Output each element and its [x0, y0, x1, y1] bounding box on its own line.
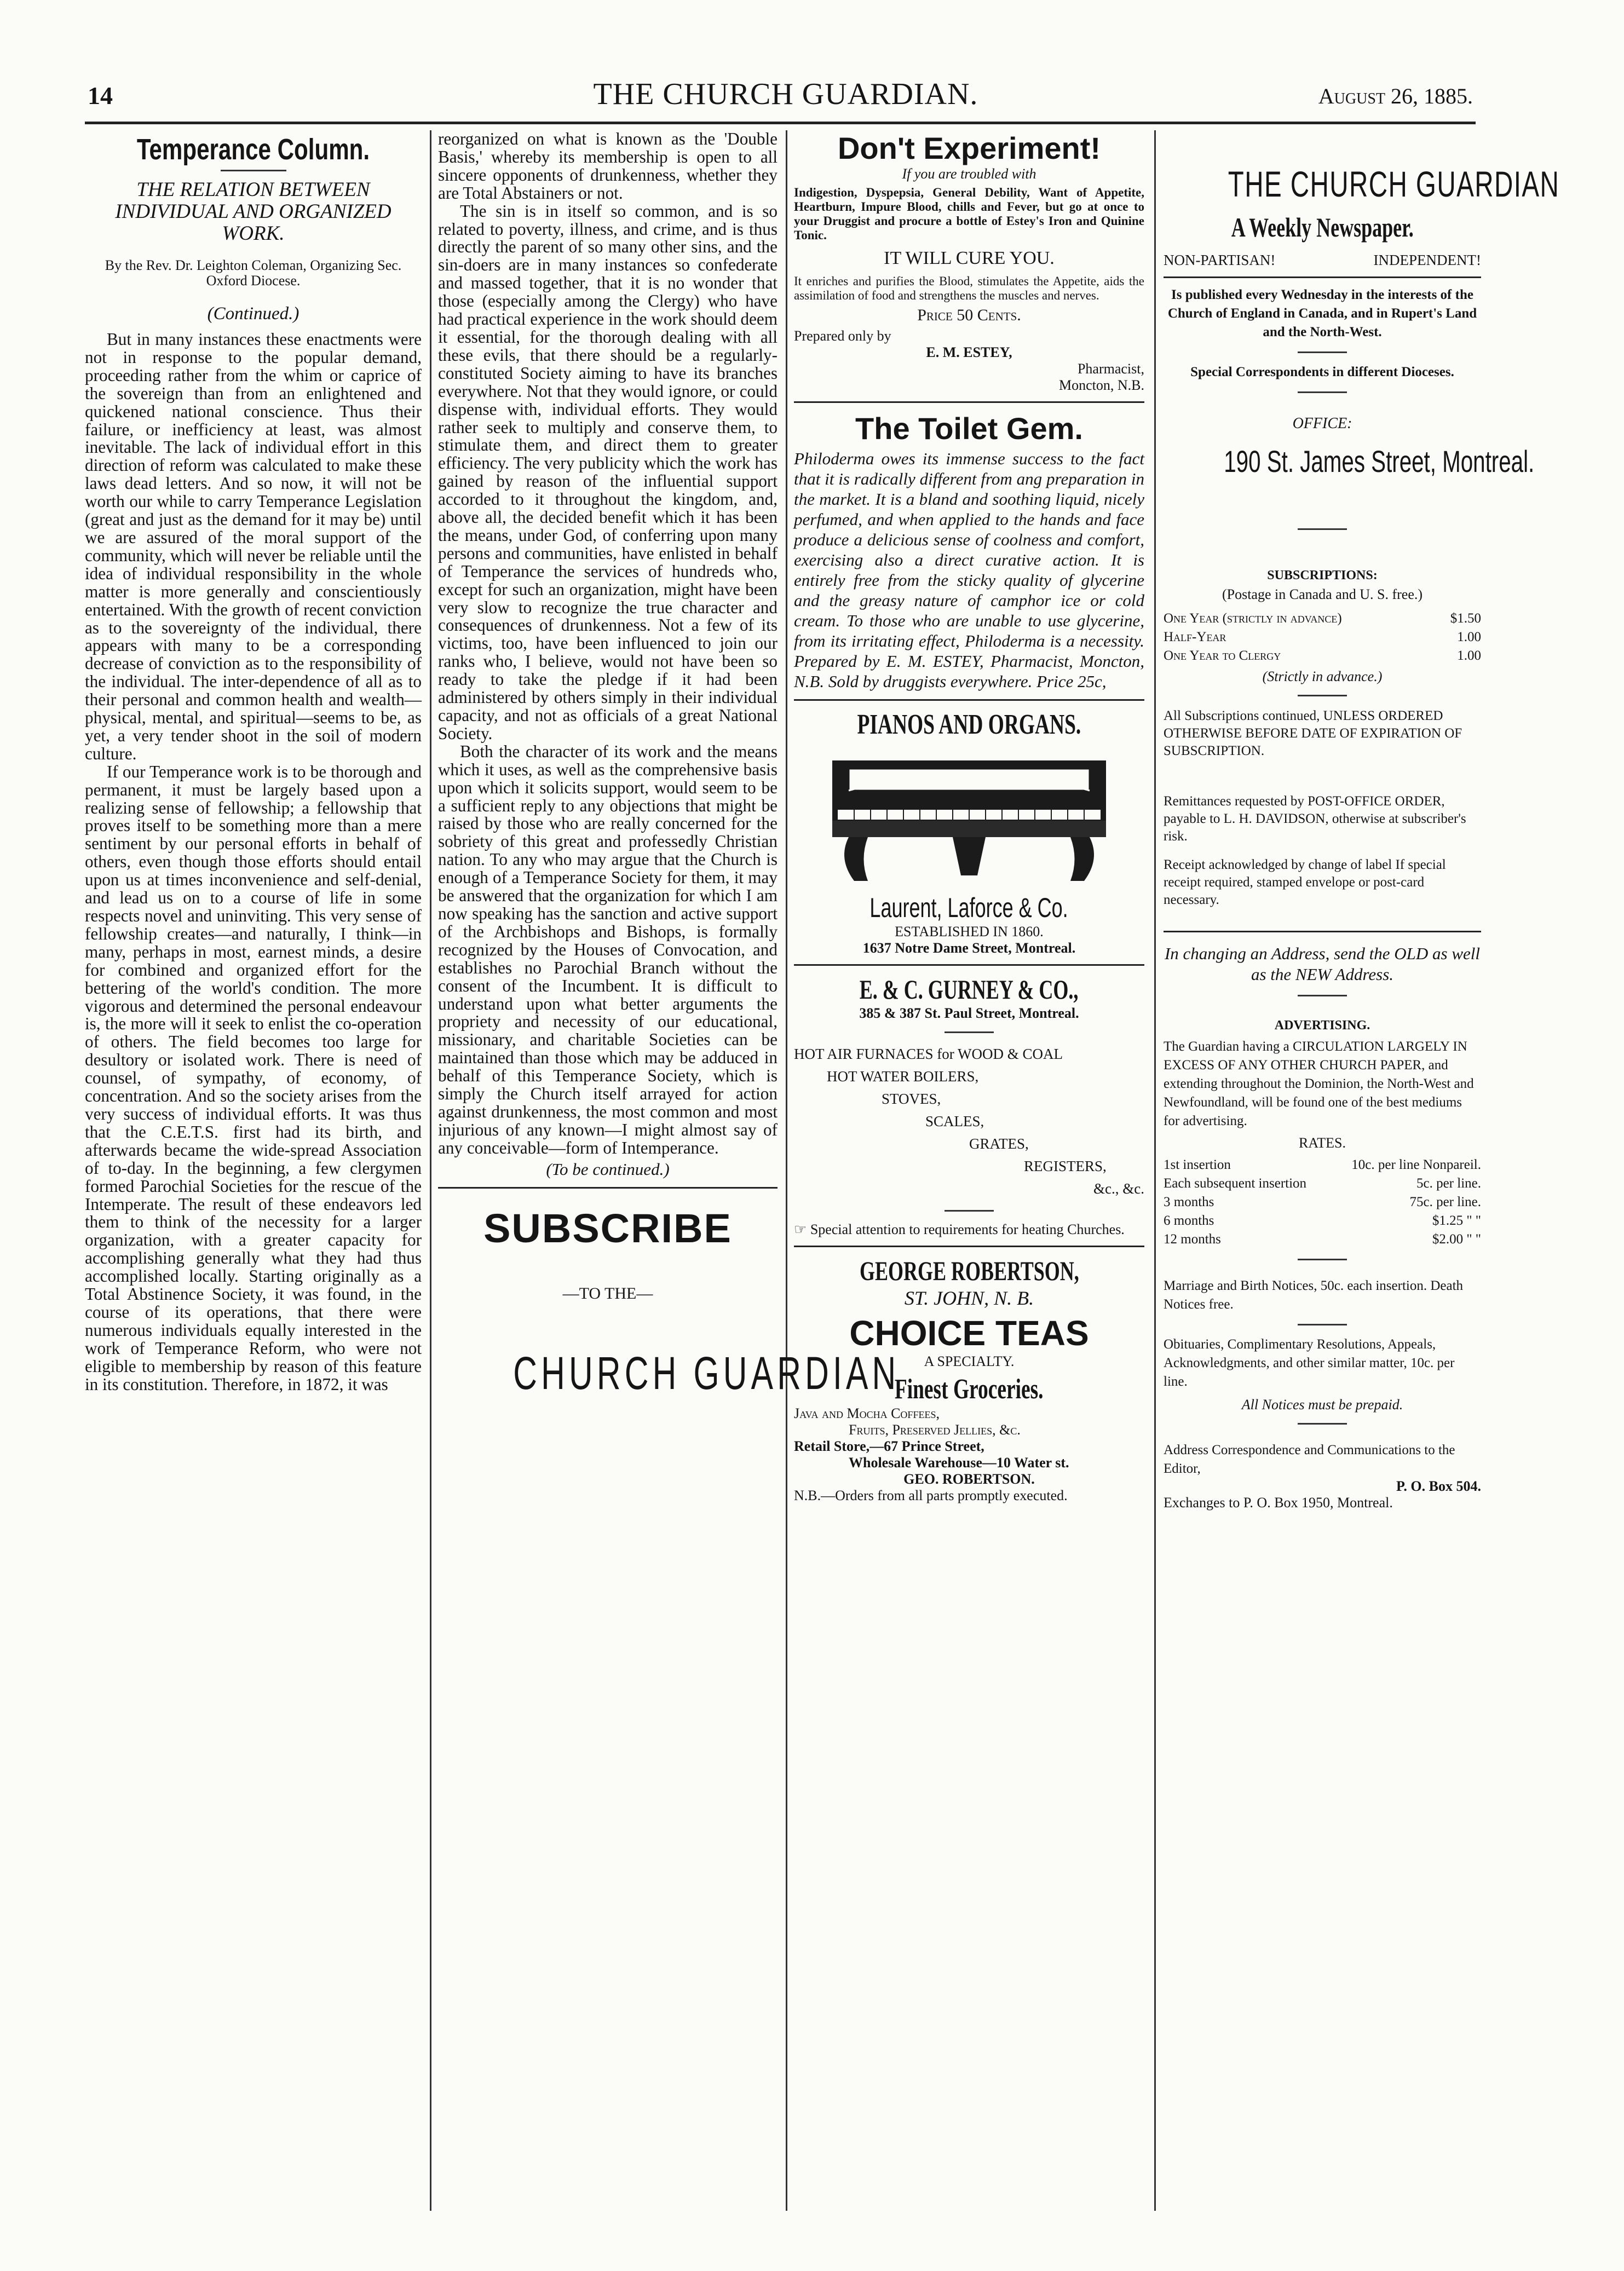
robertson-place: ST. JOHN, N. B.: [904, 1287, 1034, 1309]
divider: [794, 1246, 1144, 1247]
short-rule: [1298, 1423, 1347, 1425]
subscription-rate: One Year to Clergy 1.00: [1164, 648, 1481, 663]
short-rule: [1298, 391, 1347, 393]
advertising-text: The Guardian having a CIRCULATION LARGELY IN EXCESS OF ANY OTHER CHURCH PAPER, and extending throughout the Dominion, the North-West and Newfoundland, will be found one of the best mediums for advertising.: [1164, 1039, 1474, 1128]
office-address: 190 St. James Street, Montreal.: [1224, 444, 1535, 479]
subscriptions-title: SUBSCRIPTIONS:: [1267, 568, 1378, 583]
column-temperance: [85, 130, 422, 2222]
ad-rate: Each subsequent insertion 5c. per line.: [1164, 1176, 1481, 1191]
divider: [1164, 931, 1481, 932]
column-publication-info: [1164, 130, 1560, 2222]
to-be-continued: (To be continued.): [546, 1159, 670, 1179]
marriage-notices: Marriage and Birth Notices, 50c. each insertion. Death Notices free.: [1164, 1278, 1464, 1312]
article-paragraph: The sin is in itself so common, and is so related to poverty, illness, and crime, and is thus directly the parent of so many other sins, and the sin-doers are in many instances so confederate and massed together, that it is no wonder that those (especially among the Clergy) who have had practical experience in the work should deem it essential, for the thorough dealing with all these evils, that there should be a regularly-constituted Society aiming to have its branches everywhere. Not that they would ignore, or could dispense with, individual efforts. They would rather seek to multiply and conserve them, to stimulate them, and direct them to greater efficiency. The very publicity which the work has gained by reason of the influential support accorded to it throughout the kingdom, and, above all, the decided benefit which it has been the means, under God, of conferring upon many persons and communities, have enlisted in behalf of Temperance the services of hundreds who, except for such an organization, might have been very slow to recognize the true character and consequences of drunkenness. Not a few of its victims, too, have been influenced to join our ranks who, I believe, would not have been so ready to take the pledge if it had been administered by others simply in their individual capacity, and not as officials of a great National Society.: [438, 201, 778, 743]
short-rule: [1298, 528, 1347, 530]
column-divider: [786, 130, 787, 2211]
nonpartisan-label: NON-PARTISAN!: [1164, 252, 1276, 268]
ad-title-gurney: E. & C. GURNEY & CO.,: [860, 974, 1079, 1005]
ad-price: Price 50 Cents.: [917, 306, 1021, 324]
article-paragraph: If our Temperance work is to be thorough and permanent, it must be largely based upon a realizing sense of fellowship; a fellowship that proves itself to be something more than a mere sentiment by our personal efforts in behalf of others, even though those efforts should entail upon us at times inconvenience and self-denial, and lead us on to a course of life in some respects novel and uninviting. This very sense of fellowship creates—and naturally, I think—in many, perhaps in most, earnest minds, a desire for combined and organized effort for the bettering of the world's condition. The more vigorous and determined the personal endeavour is, the more will it seek to enlist the co-operation of others. The field becomes too large for desultory or isolated work. There is need of counsel, of sympathy, of economy, of concentration. And so the society arises from the very success of individual efforts. It was thus that the C.E.T.S. first had its birth, and afterwards became the wide-spread Association of to-day. In the beginning, a few clergymen formed Parochial Societies for the rescue of the Intemperate. The result of these endeavors led them to think of the necessity for a larger organization, with a greater capacity for accomplishing generally what they had thus accomplished locally. Starting originally as a Total Abstinence Society, it was found, in the course of its operations, that there were numerous individuals equally interested in the work of Temperance Reform, who were not eligible to membership by reason of this feature in its constitution. Therefore, in 1872, it was: [85, 762, 422, 1394]
divider: [794, 964, 1144, 966]
short-rule: [945, 1210, 994, 1212]
ad-intro: If you are troubled with: [902, 166, 1036, 182]
gurney-item: SCALES,: [925, 1113, 984, 1129]
advertising-title: ADVERTISING.: [1274, 1018, 1370, 1033]
header-rule: [85, 122, 1476, 124]
newspaper-title: THE CHURCH GUARDIAN.: [593, 77, 978, 111]
column-advertisements: [794, 130, 1144, 2222]
ad-title-toilet: The Toilet Gem.: [855, 411, 1083, 446]
gurney-item: HOT WATER BOILERS,: [827, 1068, 979, 1085]
ad-title-experiment: Don't Experiment!: [837, 131, 1101, 165]
ad-toilet-text: Philoderma owes its immense success to the fact that it is radically different from ang preparation in the market. It is a bland and soothing liquid, nicely perfumed, and when applied to the hands and face produce a delicious sense of coolness and comfort, exercising also a direct curative action. It is entirely free from the sticky quality of glycerine and the greasy nature of camphor ice or cold cream. To those who are unable to use glycerine, from its irritating effect, Philoderma is a necessity. Prepared by E. M. ESTEY, Pharmacist, Moncton, N.B. Sold by druggists everywhere. Price 25c,: [794, 449, 1144, 691]
subscribe-heading: SUBSCRIBE: [483, 1205, 732, 1251]
ad-ailments: Indigestion, Dyspepsia, General Debility, Want of Appetite, Heartburn, Impure Blood, chills and Fever, but go at once to your Druggist and procure a bottle of Estey's Iron and Quinine Tonic.: [794, 186, 1144, 242]
office-label: OFFICE:: [1292, 415, 1352, 432]
prepaid-note: All Notices must be prepaid.: [1241, 1397, 1403, 1413]
ad-maker-place: Moncton, N.B.: [1059, 377, 1144, 393]
column-divider: [430, 130, 431, 2211]
robertson-signature: GEO. ROBERTSON.: [903, 1471, 1035, 1487]
short-rule: [945, 1031, 994, 1033]
gurney-item: &c., &c.: [1093, 1180, 1144, 1197]
article-paragraph: reorganized on what is known as the 'Double Basis,' whereby its membership is open to all sincere opponents of drunkenness, whether they are Total Abstainers or not.: [438, 129, 778, 203]
remittances: Remittances requested by POST-OFFICE ORDER, payable to L. H. DAVIDSON, otherwise at subscriber's risk.: [1164, 794, 1466, 844]
finest-groceries: Finest Groceries.: [895, 1374, 1044, 1405]
piano-established: ESTABLISHED IN 1860.: [895, 924, 1044, 939]
gurney-address: 385 & 387 St. Paul Street, Montreal.: [859, 1005, 1079, 1021]
ad-maker: E. M. ESTEY,: [926, 344, 1012, 360]
subscription-rate: Half-Year 1.00: [1164, 630, 1481, 644]
piano-illustration: [816, 744, 1122, 886]
address-change: In changing an Address, send the OLD as well as the NEW Address.: [1164, 944, 1481, 984]
to-the-label: —TO THE—: [562, 1284, 653, 1302]
masthead: THE CHURCH GUARDIAN: [1228, 164, 1560, 204]
section-title: Temperance Column.: [136, 133, 370, 166]
ad-rate: 12 months $2.00 " ": [1164, 1232, 1481, 1247]
short-rule: [1298, 1324, 1347, 1325]
postage-note: (Postage in Canada and U. S. free.): [1222, 586, 1423, 602]
published-info: Is published every Wednesday in the interests of the Church of England in Canada, and in Rupert's Land and the North-West.: [1167, 287, 1477, 339]
robertson-name: GEORGE ROBERTSON,: [859, 1255, 1079, 1286]
ad-prepared-by: Prepared only by: [794, 328, 891, 344]
divider: [794, 699, 1144, 701]
short-rule: [1298, 695, 1347, 696]
robertson-retail: Retail Store,—67 Prince Street,: [794, 1438, 984, 1454]
column-divider: [1154, 130, 1156, 2211]
pointing-hand-icon: ☞: [794, 1221, 810, 1237]
issue-date: August 26, 1885.: [1318, 84, 1473, 108]
gurney-item: GRATES,: [969, 1136, 1029, 1152]
ad-title-pianos: PIANOS AND ORGANS.: [857, 709, 1081, 740]
gurney-item: REGISTERS,: [1024, 1158, 1107, 1174]
short-rule: [1298, 995, 1347, 996]
ad-rate: 6 months $1.25 " ": [1164, 1213, 1481, 1228]
weekly-newspaper: A Weekly Newspaper.: [1231, 212, 1414, 243]
article-byline: By the Rev. Dr. Leighton Coleman, Organizing Sec. Oxford Diocese.: [105, 257, 402, 289]
article-paragraph: But in many instances these enactments were not in response to the popular demand, proceeding rather from the whim or caprice of the sovereign than from an enlightened and quickened national conscience. Thus their failure, or inefficiency at least, was almost inevitable. The lack of individual effort in this direction of reform was calculated to make these laws dead letters. And so now, it will not be worth our while to carry Temperance Legislation (great and just as the demand for it may be) until we are assured of the moral support of the community, which will never be reliable until the idea of individual responsibility in the whole matter is more generally and conscientiously entertained. With the growth of recent conviction as to the sovereignty of the individual, there appears with many to be a corresponding decrease of conviction as to the responsibility of the individual. The inter-dependence of all as to their personal and common health and wealth—physical, mental, and spiritual—seems to be, as yet, a very tender shoot in the soil of modern culture.: [85, 330, 422, 763]
ad-rate: 1st insertion 10c. per line Nonpareil.: [1164, 1157, 1481, 1172]
divider: [794, 401, 1144, 403]
short-rule: [1298, 1259, 1347, 1260]
independent-label: INDEPENDENT!: [1373, 252, 1481, 268]
ad-cure: IT WILL CURE YOU.: [884, 248, 1055, 268]
continued-label: (Continued.): [207, 304, 300, 324]
ad-maker-role: Pharmacist,: [1077, 361, 1144, 377]
correspondents: Special Correspondents in different Dioceses.: [1190, 365, 1454, 379]
continued-note: All Subscriptions continued, UNLESS ORDERED OTHERWISE BEFORE DATE OF EXPIRATION OF SUBSCRIPTION.: [1164, 708, 1462, 758]
piano-firm: Laurent, Laforce & Co.: [869, 892, 1069, 923]
subscription-rate: One Year (strictly in advance) $1.50: [1164, 611, 1481, 626]
address-correspondence: Address Correspondence and Communications to the Editor,: [1164, 1443, 1455, 1476]
strictly-advance: (Strictly in advance.): [1262, 668, 1383, 684]
obituaries: Obituaries, Complimentary Resolutions, Appeals, Acknowledgments, and other similar matter, 10c. per line.: [1164, 1337, 1455, 1389]
divider: [438, 1187, 778, 1189]
article-title: THE RELATION BETWEEN INDIVIDUAL AND ORGANIZED WORK.: [115, 178, 391, 245]
paper-name: CHURCH GUARDIAN: [513, 1347, 900, 1399]
page-number: 14: [88, 82, 113, 109]
divider: [1164, 276, 1481, 278]
teas-specialty: A SPECIALTY.: [924, 1353, 1015, 1369]
robertson-note: N.B.—Orders from all parts promptly executed.: [794, 1488, 1068, 1503]
choice-teas: CHOICE TEAS: [849, 1313, 1089, 1353]
exchanges: Exchanges to P. O. Box 1950, Montreal.: [1164, 1495, 1393, 1511]
gurney-note: ☞ Special attention to requirements for heating Churches.: [794, 1221, 1125, 1237]
article-paragraph: Both the character of its work and the means which it uses, as well as the comprehensive basis upon which it solicits support, would seem to be a sufficient reply to any objections that might be raised by those who are really concerned for the sobriety of this great and professedly Christian nation. To any who may argue that the Church is enough of a Temperance Society for them, it may be answered that the organization for which I am now speaking has the sanction and active support of the Archbishops and Bishops, is formally recognized by the Houses of Convocation, and establishes no Parochial Branch without the consent of the Incumbent. It is difficult to understand upon what better arguments the propriety and necessity of our educational, missionary, and charitable Societies can be maintained than those which may be adduced in behalf of this Temperance Society, which is simply the Church itself arrayed for action against drunkenness, the most common and most injurious of any known—I might almost say of any conceivable—form of Intemperance.: [438, 741, 778, 1157]
receipt-note: Receipt acknowledged by change of label If special receipt required, stamped envelope or post-card necessary.: [1164, 857, 1446, 907]
po-box: P. O. Box 504.: [1396, 1478, 1481, 1494]
gurney-items: [794, 1043, 1144, 1200]
gurney-item: HOT AIR FURNACES for WOOD & COAL: [794, 1046, 1063, 1062]
piano-address: 1637 Notre Dame Street, Montreal.: [862, 940, 1076, 956]
short-rule: [1298, 351, 1347, 353]
robertson-coffees: Java and Mocha Coffees,: [794, 1405, 940, 1421]
ad-description: It enriches and purifies the Blood, stimulates the Appetite, aids the assimilation of food and strengthens the muscles and nerves.: [794, 274, 1144, 302]
robertson-fruits: Fruits, Preserved Jellies, &c.: [849, 1422, 1021, 1438]
short-rule: [221, 170, 286, 171]
rates-title: RATES.: [1299, 1135, 1346, 1151]
ad-rate: 3 months 75c. per line.: [1164, 1195, 1481, 1209]
nonpartisan-line: [1164, 252, 1481, 269]
gurney-item: STOVES,: [882, 1091, 941, 1107]
robertson-wholesale: Wholesale Warehouse—10 Water st.: [849, 1455, 1069, 1471]
